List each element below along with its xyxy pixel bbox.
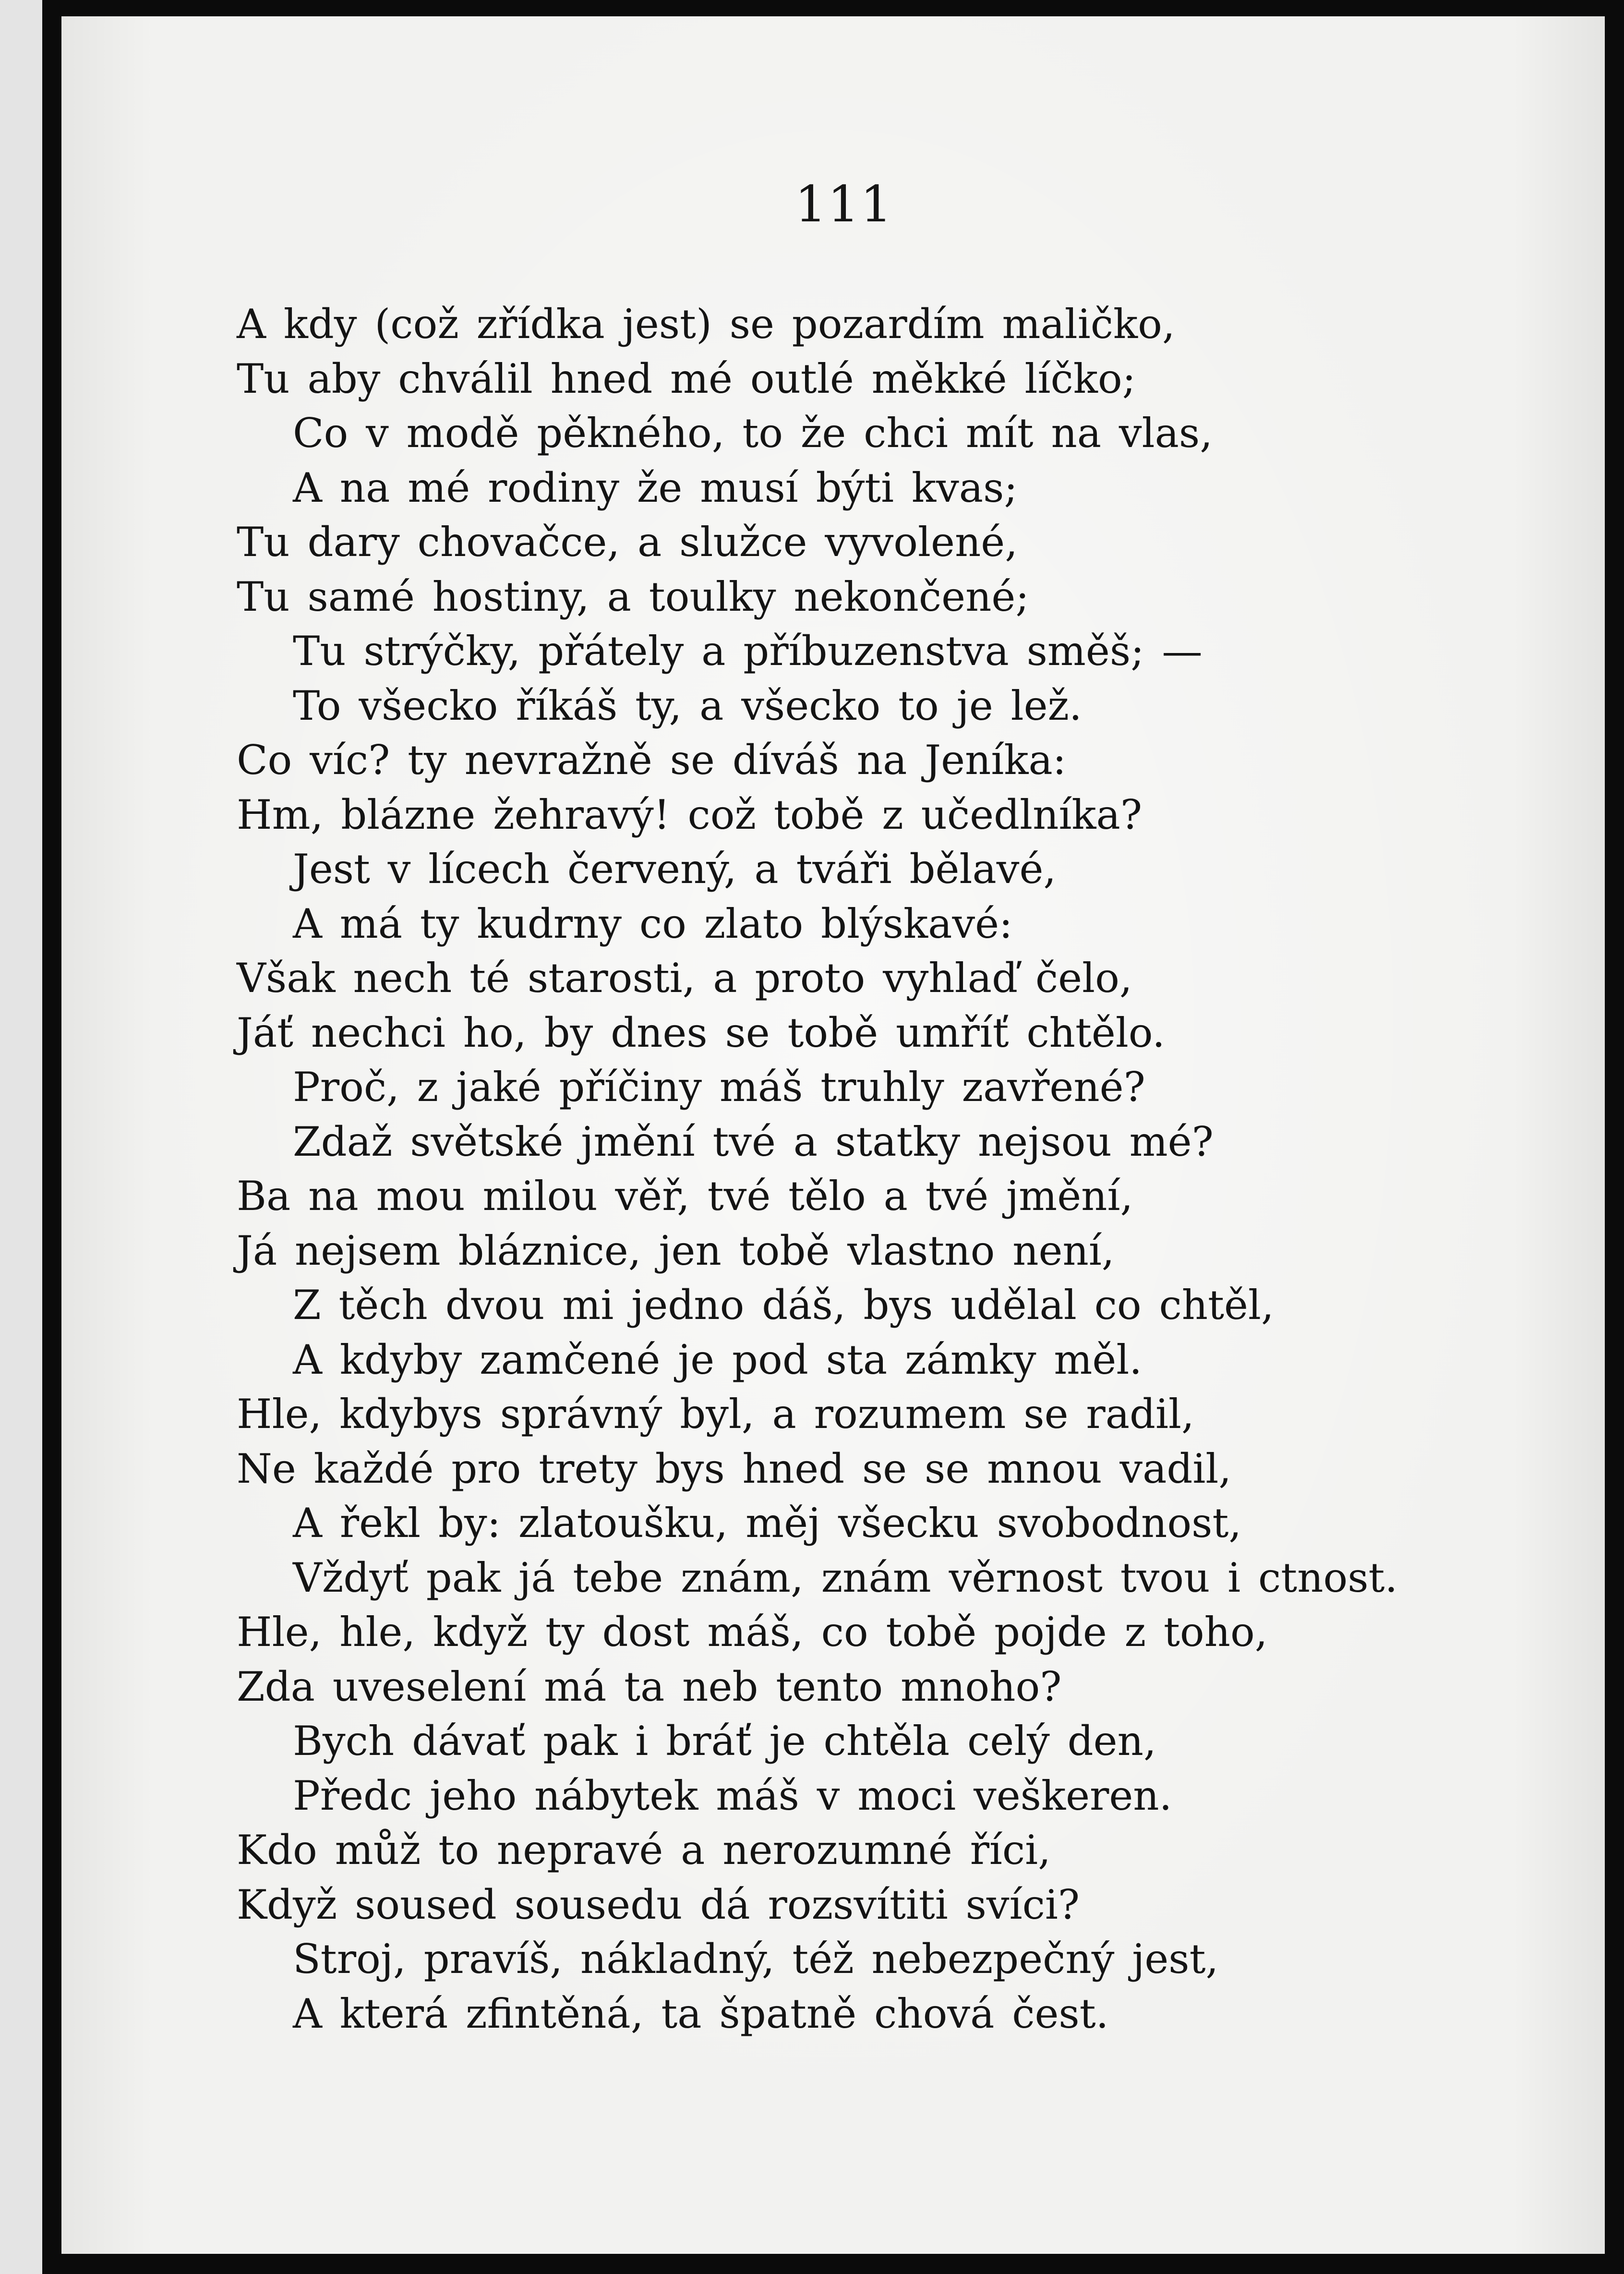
poem-line: A má ty kudrny co zlato blýskavé: (293, 900, 1013, 947)
poem-line: A kdyby zamčené je pod sta zámky měl. (293, 1336, 1143, 1383)
poem-line: A na mé rodiny že musí býti kvas; (293, 464, 1018, 511)
poem-line: Proč, z jaké příčiny máš truhly zavřené? (293, 1064, 1145, 1111)
poem-line: Stroj, pravíš, nákladný, též nebezpečný jest, (293, 1935, 1219, 1983)
poem-line: Jáť nechci ho, by dnes se tobě umříť chtělo. (237, 1009, 1165, 1056)
poem-line: A kdy (což zřídka jest) se pozardím maličko, (237, 301, 1175, 348)
poem-line: Hle, kdybys správný byl, a rozumem se radil, (237, 1391, 1194, 1438)
poem-line: Tu dary chovačce, a služce vyvolené, (237, 519, 1018, 566)
poem-line: Hle, hle, když ty dost máš, co tobě pojde z toho, (237, 1609, 1268, 1656)
poem-line: Jest v lícech červený, a tváři bělavé, (293, 846, 1057, 893)
poem-line: Co v modě pěkného, to že chci mít na vlas, (293, 410, 1213, 457)
facing-page-edge (0, 0, 42, 2274)
poem-line: Co víc? ty nevražně se díváš na Jeníka: (237, 737, 1067, 784)
poem-line: Když soused sousedu dá rozsvítiti svíci? (237, 1881, 1080, 1928)
book-page (61, 16, 1605, 2254)
poem-line: Kdo můž to nepravé a nerozumné říci, (237, 1826, 1051, 1874)
poem-line: Tu samé hostiny, a toulky nekončené; (237, 573, 1029, 620)
poem-line: To všecko říkáš ty, a všecko to je lež. (293, 682, 1082, 729)
poem-line: Tu aby chválil hned mé outlé měkké líčko; (237, 355, 1136, 402)
poem-line: Ba na mou milou věř, tvé tělo a tvé jmění, (237, 1173, 1133, 1220)
poem-text (61, 297, 1605, 2041)
page-number: 111 (794, 175, 893, 233)
poem-line: Zda uveselení má ta neb tento mnoho? (237, 1663, 1062, 1710)
poem-line: Z těch dvou mi jedno dáš, bys udělal co chtěl, (293, 1282, 1274, 1329)
poem-line: A která zfintěná, ta špatně chová čest. (293, 1990, 1109, 2037)
poem-line: Předc jeho nábytek máš v moci veškeren. (293, 1772, 1172, 1819)
poem-line: Já nejsem bláznice, jen tobě vlastno není, (237, 1227, 1115, 1274)
poem-line: Bych dávať pak i bráť je chtěla celý den, (293, 1718, 1156, 1765)
poem-line: Vždyť pak já tebe znám, znám věrnost tvou i ctnost. (293, 1554, 1398, 1601)
poem-line: Zdaž světské jmění tvé a statky nejsou mé? (293, 1118, 1214, 1165)
poem-line: Hm, blázne žehravý! což tobě z učedlníka? (237, 791, 1143, 838)
poem-line: A řekl by: zlatoušku, měj všecku svobodnost, (293, 1500, 1242, 1547)
poem-line: Ne každé pro trety bys hned se se mnou vadil, (237, 1445, 1232, 1492)
poem-line: Však nech té starosti, a proto vyhlaď čelo, (237, 955, 1132, 1002)
poem-line: Tu strýčky, přátely a příbuzenstva směš; — (293, 628, 1203, 675)
